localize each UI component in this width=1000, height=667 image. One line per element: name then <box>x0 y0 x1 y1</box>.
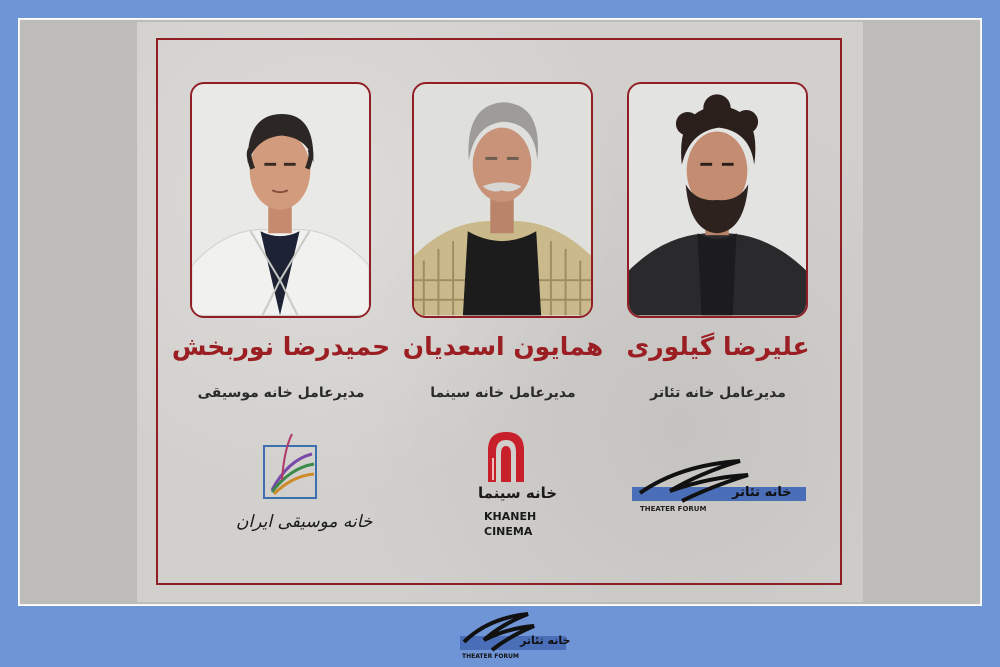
theater-forum-logo-en: THEATER FORUM <box>640 505 707 513</box>
footer-logo-en: THEATER FORUM <box>462 653 519 660</box>
footer-logo-fa: خانه تئاتر <box>520 634 571 647</box>
music-house-logo-text: خانه موسیقی ایران <box>236 512 373 532</box>
person-name-2: همایون اسعدیان <box>402 332 604 361</box>
person-role-1: مدیرعامل خانه موسیقی <box>197 385 365 401</box>
cinema-house-logo-en-2: CINEMA <box>484 525 533 538</box>
person-role-3: مدیرعامل خانه تئاتر <box>650 385 786 401</box>
person-name-3: علیرضا گیلوری <box>626 332 810 361</box>
portrait-photo-2 <box>414 84 591 316</box>
cinema-house-logo-fa: خانه سینما <box>478 484 558 502</box>
cinema-house-logo-en-1: KHANEH <box>484 510 537 523</box>
cinema-house-logo <box>484 430 528 482</box>
portrait-card-1 <box>190 82 371 318</box>
music-house-logo <box>258 430 324 502</box>
portrait-photo-1 <box>192 84 369 316</box>
portrait-card-2 <box>412 82 593 318</box>
theater-forum-logo-fa: خانه تئاتر <box>732 485 792 500</box>
portrait-photo-3 <box>629 84 806 316</box>
portrait-card-3 <box>627 82 808 318</box>
person-role-2: مدیرعامل خانه سینما <box>430 385 576 401</box>
person-name-1: حمیدرضا نوربخش <box>171 332 391 361</box>
